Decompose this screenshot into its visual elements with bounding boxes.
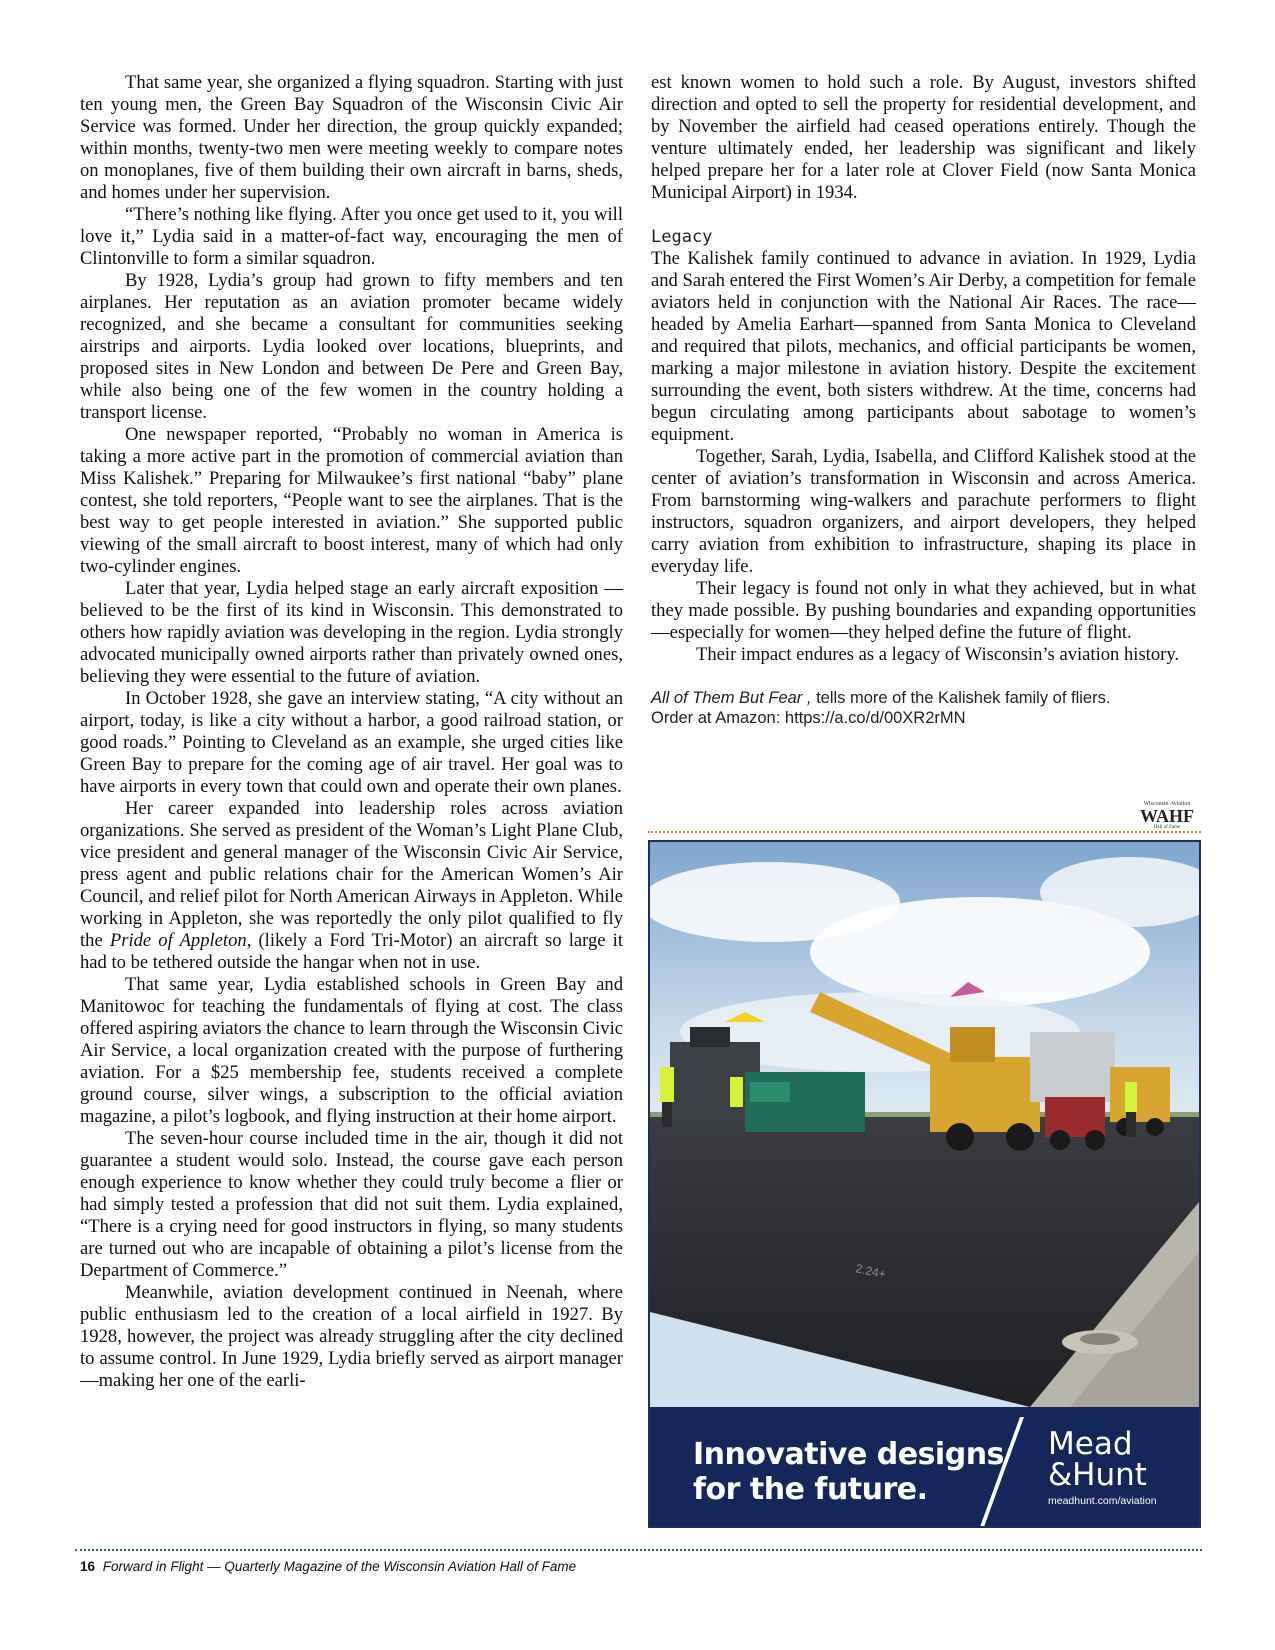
left-column [80,72,623,1392]
mead-hunt-logo [1048,1426,1188,1493]
mead-hunt-advertisement[interactable] [648,840,1201,1528]
ad-banner [650,1407,1199,1526]
article-paragraph: That same year, Lydia established schools in Green Bay and Manitowoc for teaching the fundamentals of flying at cost. The class offered aspiring aviators the chance to learn through the Wisconsin Civic Air Service, a local organization created with the purpose of furthering aviation. For a $25 membership fee, students received a complete ground course, silver wings, a subscription to the official aviation magazine, a pilot’s logbook, and flying instruction at their home airport. [80,974,623,1127]
paving-crew-photo [650,842,1199,1407]
article-paragraph: One newspaper reported, “Probably no woman in America is taking a more active part in the promotion of commercial aviation than Miss Kalishek.” Preparing for Milwaukee’s first national “baby” plane contest, she told reporters, “People want to see the airplanes. That is the best way to get people interested in aviation.” She supported public viewing of the small aircraft to boost interest, many of which had only two-cylinder engines. [80,424,623,577]
article-paragraph: Meanwhile, aviation development continued in Neenah, where public enthusiasm led to the creation of a local airfield in 1927. By 1928, however, the project was already struggling after the city declined to assume control. In June 1929, Lydia briefly served as airport manager—making her one of the earli- [80,1282,623,1391]
brand-line: &Hunt [1048,1457,1147,1493]
page-number: 16 [80,1559,96,1574]
article-paragraph: The seven-hour course included time in the air, though it did not guarantee a student would solo. Instead, the course gave each person enough experience to know whether they could truly become a flier or had simply tested a profession that did not suit them. Lydia explained, “There is a crying need for good instructors in flying, so many students are turned out who are incapable of obtaining a pilot’s license from the Department of Commerce.” [80,1128,623,1281]
book-promo [651,688,1196,728]
tagline-line: Innovative designs [693,1437,1004,1472]
promo-order-link[interactable]: Order at Amazon: https://a.co/d/00XR2rMN [651,709,966,727]
logo-bottom-text: Hall of Fame [1153,825,1181,830]
article-paragraph: In October 1928, she gave an interview stating, “A city without an airport, today, is like a city without a harbor, a good railroad station, or good roads.” Pointing to Cleveland as an example, she urged cities like Green Bay to prepare for the coming age of air travel. Her goal was to have airports in every town that could own and operate their own planes. [80,688,623,797]
footer-divider [75,1549,1202,1551]
article-paragraph: The Kalishek family continued to advance in aviation. In 1929, Lydia and Sarah entered the First Women’s Air Derby, a competition for female aviators held in conjunction with the National Air Races. The race—headed by Amelia Earhart—spanned from Santa Monica to Cleveland and required that pilots, mechanics, and official participants be women, marking a major milestone in aviation history. Despite the excitement surrounding the event, both sisters withdrew. At the time, concerns had begun circulating among participants about sabotage to women’s equipment. [651,248,1196,445]
svg-text:2.24+: 2.24+ [854,1261,887,1282]
article-paragraph: Later that year, Lydia helped stage an early aircraft exposition — believed to be the first of its kind in Wisconsin. This demonstrated to others how rapidly aviation was developing in the region. Lydia strongly advocated municipally owned airports rather than privately owned ones, believing they were essential to the future of aviation. [80,578,623,687]
book-title: All of Them But Fear , [651,689,812,707]
article-paragraph: By 1928, Lydia’s group had grown to fifty members and ten airplanes. Her reputation as an aviation promoter became widely recognized, and she became a consultant for communities seeking airstrips and airports. Lydia looked over locations, blueprints, and proposed sites in New London and between De Pere and Green Bay, while also being one of the few women in the country holding a transport license. [80,270,623,423]
logo-main-text: WAHF [1140,806,1194,826]
article-paragraph: est known women to hold such a role. By August, investors shifted direction and opted to sell the property for residential development, and by November the airfield had ceased operations entirely. Though the venture ultimately ended, her leadership was significant and likely helped prepare her for a later role at Clover Field (now Santa Monica Municipal Airport) in 1934. [651,72,1196,203]
tagline-line: for the future. [693,1472,928,1507]
article-paragraph: “There’s nothing like flying. After you once get used to it, you will love it,” Lydia said in a matter-of-fact way, encouraging the men of Clintonville to form a similar squadron. [80,204,623,269]
article-paragraph: Their impact endures as a legacy of Wisconsin’s aviation history. [696,644,1180,665]
article-paragraph: That same year, she organized a flying squadron. Starting with just ten young men, the Green Bay Squadron of the Wisconsin Civic Air Service was formed. Under her direction, the group quickly expanded; within months, twenty-two men were meeting weekly to compare notes on monoplanes, five of them building their own aircraft in barns, sheds, and homes under her supervision. [80,72,623,203]
section-heading: Legacy [651,227,713,247]
publication-title: Forward in Flight — Quarterly Magazine of the Wisconsin Aviation Hall of Fame [102,1559,577,1574]
ad-tagline [693,1437,1023,1507]
paragraph-text: , (likely a Ford Tri-Motor) an aircraft so large it had to be tethered outside the hangar when not in use. [80,930,623,973]
promo-line [651,688,1196,708]
page-footer [80,1559,576,1574]
logo-top-text: Wisconsin Aviation [1143,801,1191,807]
aircraft-name: Pride of Appleton [109,930,247,951]
promo-text: tells more of the Kalishek family of fliers. [811,689,1111,707]
paragraph-text: Her career expanded into leadership roles across aviation organizations. She served as president of the Woman’s Light Plane Club, vice president and general manager of the Wisconsin Civic Air Service, press agent and public relations chair for the American Women’s Air Council, and relief pilot for North American Airways in Appleton. While working in Appleton, she was reportedly the only pilot qualified to fly the [80,798,623,951]
brand-line: Mead [1048,1426,1133,1462]
right-column [651,72,1196,728]
wahf-logo [1134,801,1200,830]
ad-url[interactable]: meadhunt.com/aviation [1048,1495,1157,1507]
article-paragraph: Together, Sarah, Lydia, Isabella, and Clifford Kalishek stood at the center of aviation’s transformation in Wisconsin and across America. From barnstorming wing-walkers and parachute performers to flight instructors, squadron organizers, and airport developers, they helped carry aviation from exhibition to infrastructure, shaping its place in everyday life. [651,446,1196,577]
article-paragraph [80,798,623,974]
section-divider [648,831,1201,833]
article-paragraph: Their legacy is found not only in what they achieved, but in what they made possible. By pushing boundaries and expanding opportunities—especially for women—they helped define the future of flight. [651,578,1196,643]
